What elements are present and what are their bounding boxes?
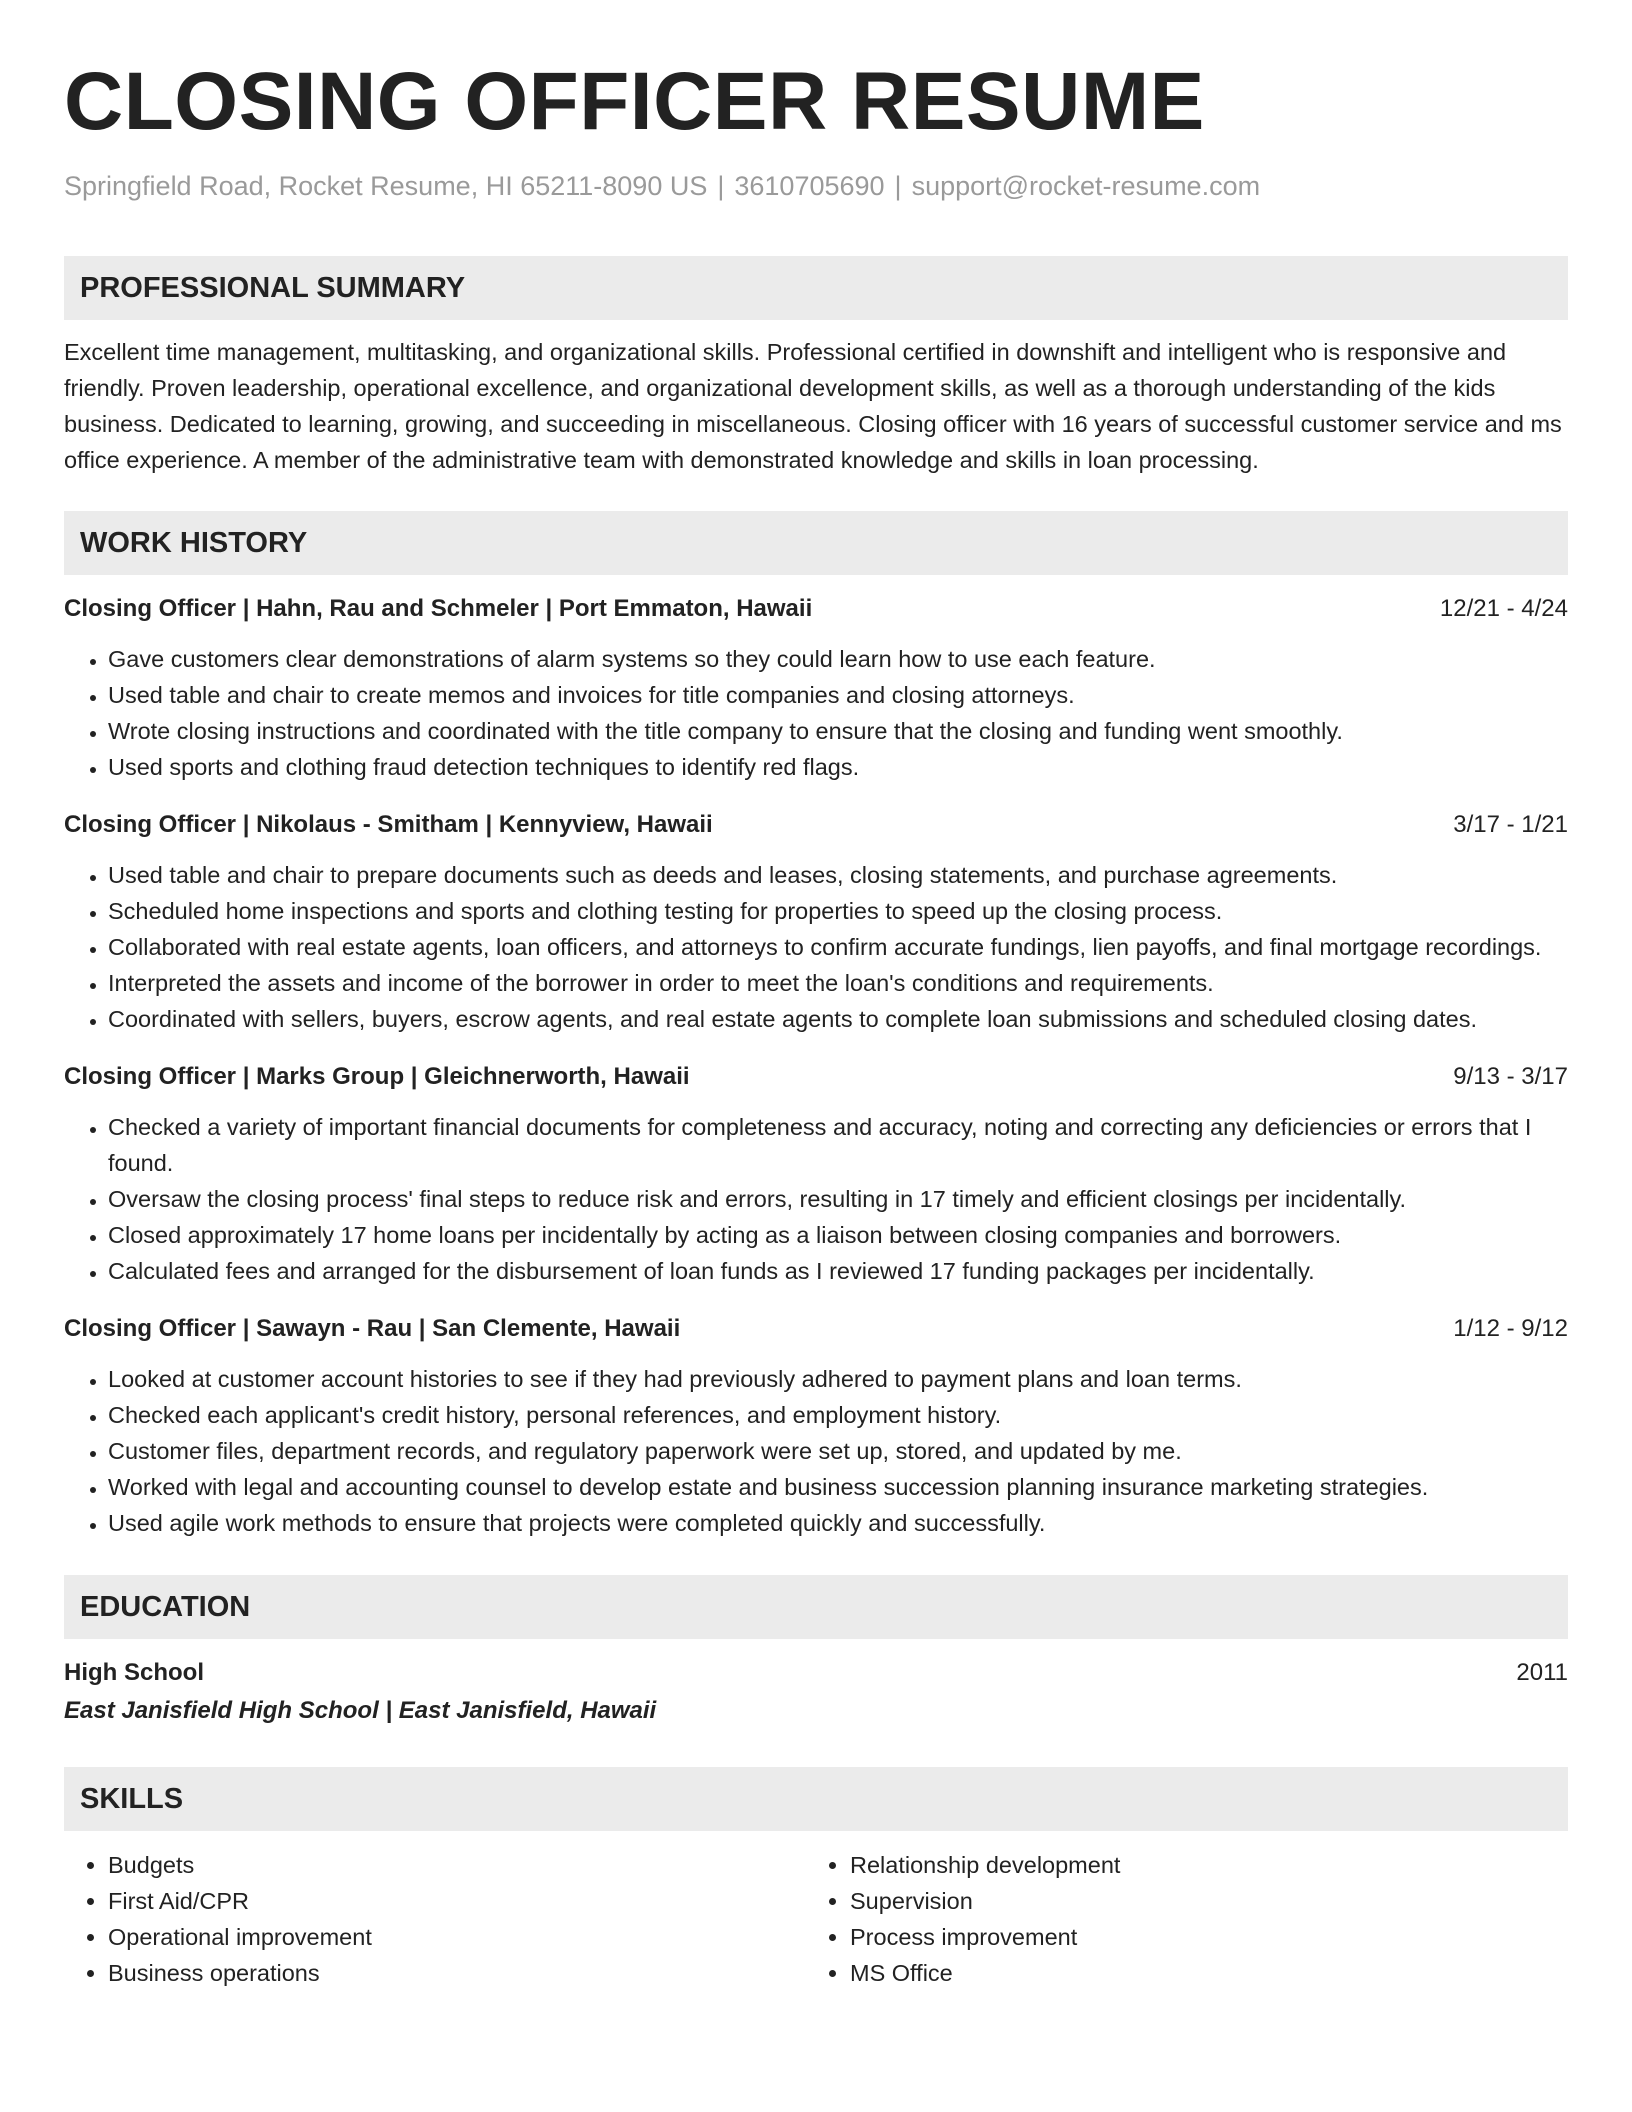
education-school: East Janisfield High School | East Janisfield, Hawaii [64,1697,657,1724]
summary-text: Excellent time management, multitasking, and organizational skills. Professional certified in downshift and intelligent who is responsive and friendly. Proven leadership, operational excellence, and organizational development skills, as well as a thorough understanding of the kids business. Dedicated to learning, growing, and succeeding in miscellaneous. Closing officer with 16 years of successful customer service and ms office experience. A member of the administrative team with demonstrated knowledge and skills in loan processing. [64,339,1562,473]
skill-item: • MS Office [850,1955,1548,1991]
job-bullet: • Wrote closing instructions and coordinated with the title company to ensure that the closing and funding went smoothly. [108,713,1568,749]
job-bullet: • Worked with legal and accounting counsel to develop estate and business succession planning insurance marketing strategies. [108,1469,1568,1505]
job-title: Closing Officer | Sawayn - Rau | San Clemente, Hawaii [64,1315,681,1342]
contact-email: support@rocket-resume.com [911,171,1261,201]
section-heading-work-history: WORK HISTORY [64,511,1568,575]
skills-column-right [806,1847,1548,1991]
job-bullet: • Scheduled home inspections and sports and clothing testing for properties to speed up the closing process. [108,893,1568,929]
skills-grid [64,1847,1568,1991]
job-bullet: • Closed approximately 17 home loans per incidentally by acting as a liaison between closing companies and borrowers. [108,1217,1568,1253]
job-bullet: • Used table and chair to create memos and invoices for title companies and closing attorneys. [108,677,1568,713]
skill-item: • Budgets [108,1847,806,1883]
section-heading-skills: SKILLS [64,1767,1568,1831]
contact-address: Springfield Road, Rocket Resume, HI 65211-8090 US [64,171,708,201]
job-bullet: • Used agile work methods to ensure that projects were completed quickly and successfully. [108,1505,1568,1541]
job-dates: 1/12 - 9/12 [1453,1315,1568,1342]
skill-item: • Relationship development [850,1847,1548,1883]
skill-item: • Business operations [108,1955,806,1991]
job-dates: 12/21 - 4/24 [1439,595,1568,622]
job-dates: 9/13 - 3/17 [1453,1063,1568,1090]
job-bullet: • Looked at customer account histories to see if they had previously adhered to payment plans and loan terms. [108,1361,1568,1397]
job-bullets [64,1361,1568,1541]
job-bullet: • Collaborated with real estate agents, loan officers, and attorneys to confirm accurate fundings, lien payoffs, and final mortgage recordings. [108,929,1568,965]
job-dates: 3/17 - 1/21 [1453,811,1568,838]
section-heading-education: EDUCATION [64,1575,1568,1639]
section-heading-summary: PROFESSIONAL SUMMARY [64,256,1568,320]
skill-item: • Operational improvement [108,1919,806,1955]
contact-separator: | [894,171,902,201]
job-bullet: • Customer files, department records, and regulatory paperwork were set up, stored, and updated by me. [108,1433,1568,1469]
job-bullet: • Used table and chair to prepare documents such as deeds and leases, closing statements, and purchase agreements. [108,857,1568,893]
education-year: 2011 [1516,1659,1568,1686]
contact-phone: 3610705690 [734,171,885,201]
job-entry [64,1311,1568,1541]
skill-item: • Process improvement [850,1919,1548,1955]
job-bullets [64,857,1568,1037]
job-bullets [64,641,1568,785]
skill-item: • Supervision [850,1883,1548,1919]
job-title: Closing Officer | Nikolaus - Smitham | Kennyview, Hawaii [64,811,713,838]
contact-line [64,166,1568,206]
job-header [64,1311,1568,1347]
skill-item: • First Aid/CPR [108,1883,806,1919]
job-bullet: • Gave customers clear demonstrations of alarm systems so they could learn how to use each feature. [108,641,1568,677]
job-entry [64,807,1568,1037]
job-header [64,591,1568,627]
job-bullet: • Checked a variety of important financial documents for completeness and accuracy, noting and correcting any deficiencies or errors that I found. [108,1109,1568,1181]
job-bullet: • Checked each applicant's credit history, personal references, and employment history. [108,1397,1568,1433]
job-header [64,807,1568,843]
job-title: Closing Officer | Marks Group | Gleichnerworth, Hawaii [64,1063,690,1090]
job-bullet: • Interpreted the assets and income of the borrower in order to meet the loan's conditions and requirements. [108,965,1568,1001]
job-bullet: • Calculated fees and arranged for the disbursement of loan funds as I reviewed 17 funding packages per incidentally. [108,1253,1568,1289]
resume-title: CLOSING OFFICER RESUME [64,56,1205,147]
job-bullet: • Oversaw the closing process' final steps to reduce risk and errors, resulting in 17 timely and efficient closings per incidentally. [108,1181,1568,1217]
job-title: Closing Officer | Hahn, Rau and Schmeler | Port Emmaton, Hawaii [64,595,813,622]
skills-column-left [64,1847,806,1991]
education-header [64,1655,1568,1691]
job-bullet: • Coordinated with sellers, buyers, escrow agents, and real estate agents to complete loan submissions and scheduled closing dates. [108,1001,1568,1037]
education-degree: High School [64,1659,204,1686]
job-bullet: • Used sports and clothing fraud detection techniques to identify red flags. [108,749,1568,785]
contact-separator: | [717,171,725,201]
job-header [64,1059,1568,1095]
job-entry [64,591,1568,785]
resume-page [64,52,1568,1991]
job-bullets [64,1109,1568,1289]
job-entry [64,1059,1568,1289]
